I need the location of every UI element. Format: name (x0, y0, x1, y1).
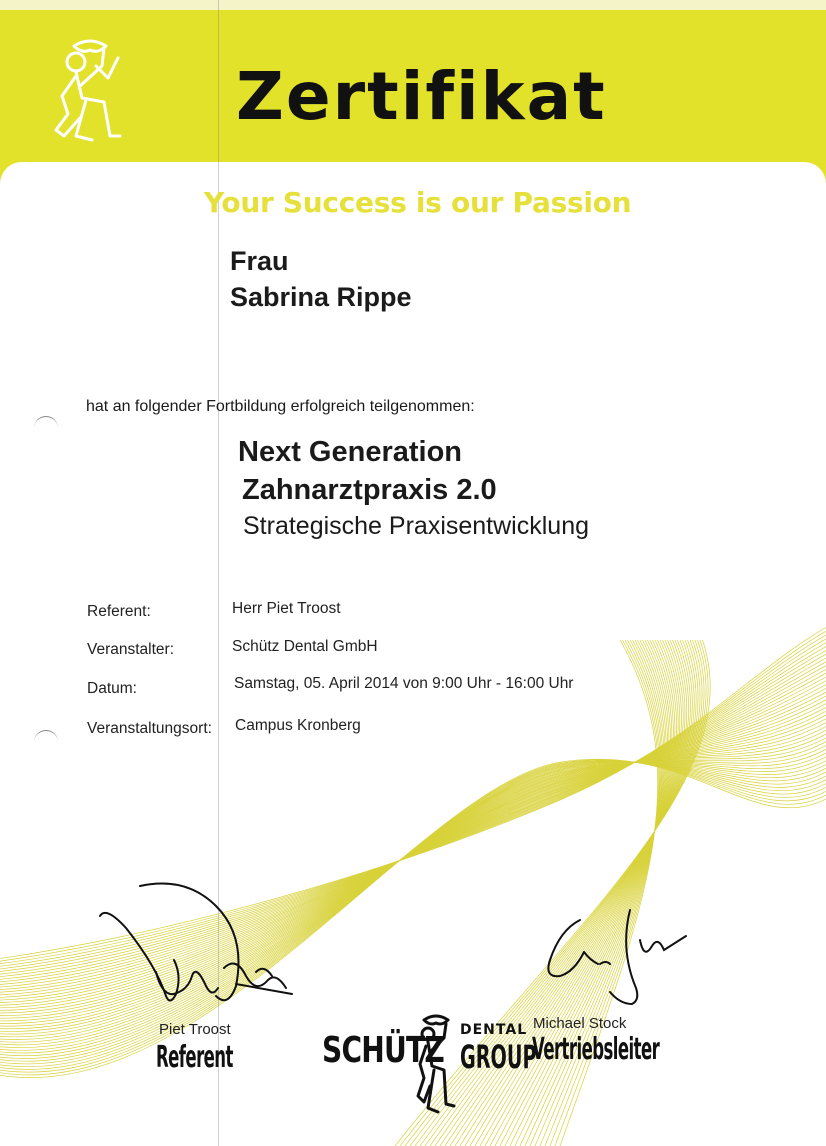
wave-line (560, 640, 658, 1146)
detail-value-date: Samstag, 05. April 2014 von 9:00 Uhr - 16:00 Uhr (234, 675, 574, 692)
brand-logo-group: GROUP (460, 1038, 537, 1076)
wave-line (530, 640, 664, 1146)
wave-line (515, 640, 668, 1146)
detail-label-date: Datum: (87, 680, 137, 697)
brand-logo-dental: DENTAL (460, 1022, 528, 1038)
detail-label-venue: Veranstaltungsort: (87, 720, 212, 737)
kneeling-figure-icon (46, 36, 136, 148)
detail-value-venue: Campus Kronberg (235, 717, 361, 734)
signature-right-name: Michael Stock (533, 1015, 627, 1032)
signature-left-name: Piet Troost (159, 1021, 231, 1038)
wave-line (525, 640, 665, 1146)
certificate-title: Zertifikat (236, 58, 607, 135)
recipient-name: Sabrina Rippe (230, 282, 412, 312)
signature-left (96, 876, 296, 1016)
course-title-line2: Zahnarztpraxis 2.0 (242, 474, 497, 506)
detail-value-referent: Herr Piet Troost (232, 600, 341, 617)
participation-statement: hat an folgender Fortbildung erfolgreich teilgenommen: (86, 398, 475, 415)
detail-label-organizer: Veranstalter: (87, 641, 175, 658)
detail-label-referent: Referent: (87, 603, 151, 620)
wave-line (520, 640, 666, 1146)
signature-right (540, 900, 690, 1010)
wave-line (535, 640, 663, 1146)
salutation: Frau (230, 246, 289, 276)
scan-top-edge (0, 0, 826, 10)
brand-figure-icon (412, 1012, 460, 1116)
signature-left-role: Referent (156, 1040, 233, 1075)
tagline: Your Success is our Passion (204, 186, 632, 219)
signature-right-role: Vertriebsleiter (532, 1032, 660, 1067)
course-subtitle: Strategische Praxisentwicklung (243, 512, 589, 540)
course-title-line1: Next Generation (238, 436, 462, 468)
brand-logo-schutz: SCHÜTZ (322, 1030, 444, 1071)
detail-value-organizer: Schütz Dental GmbH (232, 638, 378, 655)
